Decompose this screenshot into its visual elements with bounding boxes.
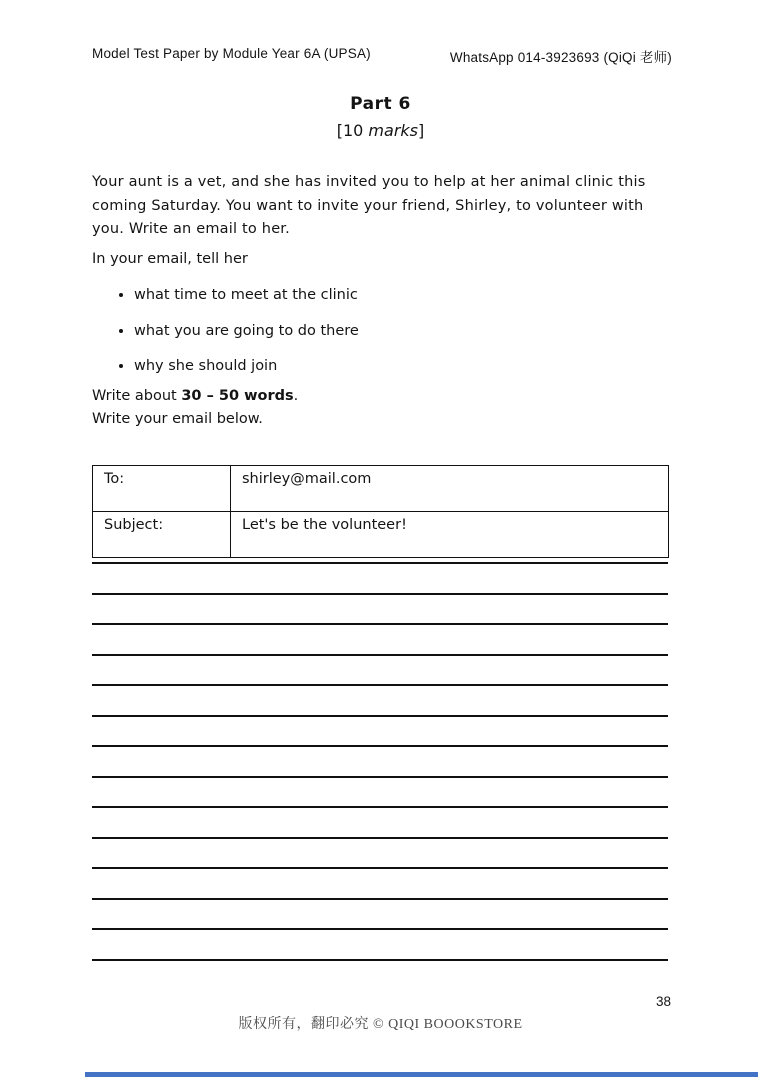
page-header xyxy=(92,46,672,66)
header-right-text: WhatsApp 014-3923693 (QiQi 老师) xyxy=(449,50,672,65)
email-subject-value: Let's be the volunteer! xyxy=(231,512,669,558)
section-title: Part 6 xyxy=(350,94,411,114)
writing-line xyxy=(92,776,668,778)
writing-line xyxy=(92,593,668,595)
prompt-lead-in: In your email, tell her xyxy=(92,251,248,267)
marks-suffix: ] xyxy=(418,121,425,140)
marks-prefix: [10 xyxy=(336,121,369,140)
writing-line xyxy=(92,684,668,686)
footer-copyright: 版权所有，翻印必究 © QIQI BOOOKSTORE xyxy=(238,1017,523,1032)
bullet-item: • what you are going to do there xyxy=(134,321,674,342)
email-subject-label: Subject: xyxy=(93,512,231,558)
writing-line xyxy=(92,806,668,808)
writing-line xyxy=(92,928,668,930)
writing-line xyxy=(92,745,668,747)
word-count-suffix: . xyxy=(293,388,299,404)
word-count-range: 30 – 50 words xyxy=(181,388,294,404)
email-to-value: shirley@mail.com xyxy=(231,466,669,512)
writing-line xyxy=(92,623,668,625)
email-to-row xyxy=(93,466,669,512)
prompt-paragraph: Your aunt is a vet, and she has invited you to help at her animal clinic this coming Saturday. You want to invite your friend, Shirley, to volunteer with you. Write an email to her. xyxy=(92,174,646,237)
writing-line xyxy=(92,715,668,717)
bullet-item: • why she should join xyxy=(134,356,674,377)
marks-line xyxy=(0,121,761,140)
writing-line xyxy=(92,837,668,839)
writing-line xyxy=(92,898,668,900)
page-number: 38 xyxy=(655,994,671,1009)
writing-line xyxy=(92,562,668,564)
writing-lines xyxy=(92,562,668,989)
word-count-instruction xyxy=(92,388,674,404)
prompt-bullet-list xyxy=(112,285,674,392)
write-below-instruction: Write your email below. xyxy=(92,411,263,427)
email-subject-row xyxy=(93,512,669,558)
email-header-table xyxy=(92,465,669,558)
writing-line xyxy=(92,654,668,656)
writing-line xyxy=(92,867,668,869)
email-to-label: To: xyxy=(93,466,231,512)
footer-accent-bar xyxy=(85,1072,758,1077)
header-left-text: Model Test Paper by Module Year 6A (UPSA) xyxy=(92,46,371,61)
marks-word: marks xyxy=(368,121,418,140)
bullet-item: • what time to meet at the clinic xyxy=(134,285,674,306)
word-count-prefix: Write about xyxy=(92,388,182,404)
writing-line xyxy=(92,959,668,961)
